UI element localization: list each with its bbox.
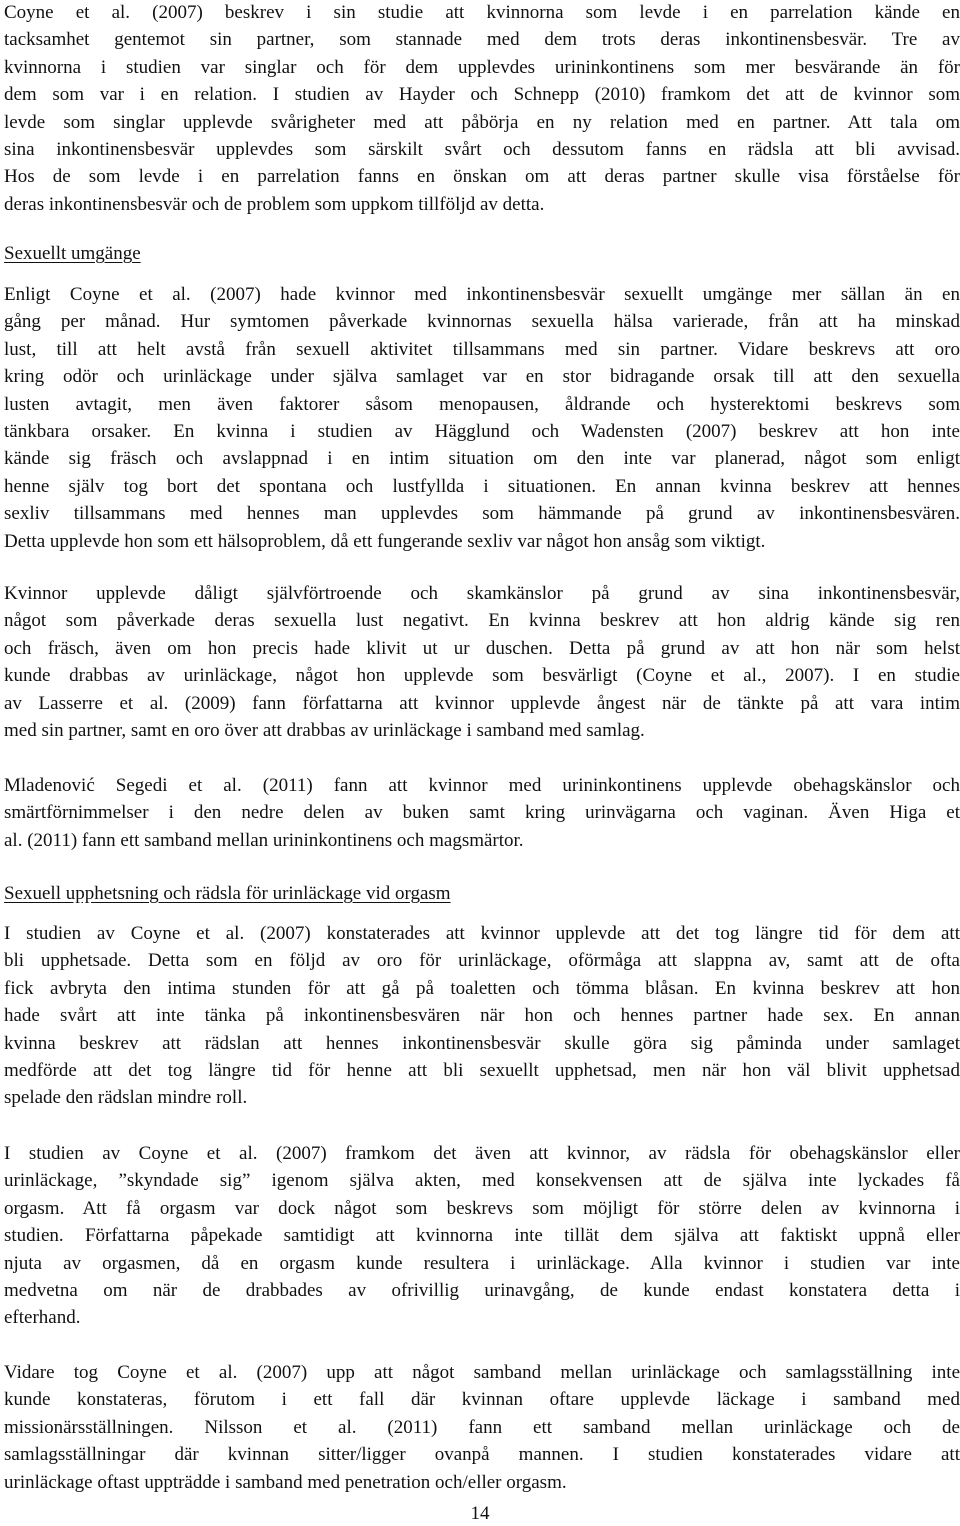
text-line: lusten avtagit, men även faktorer såsom menopausen, åldrande och hysterektomi beskrevs som (4, 393, 960, 415)
text-line: fick avbryta den intima stunden för att gå på toaletten och tömma blåsan. En kvinna beskrev att hon (4, 977, 960, 999)
paragraph-sexual-frequency (4, 281, 960, 555)
text-line: kände sig fräsch och avslappnad i en intim situation om den inte var planerad, något som enligt (4, 448, 960, 470)
text-line: medförde att det tog längre tid för henne att bli sexuellt upphetsad, men när hon väl blivit upphetsad (4, 1060, 960, 1082)
paragraph-orgasm (4, 1140, 960, 1332)
text-line: sina inkontinensbesvär upplevdes som särskilt svårt och dessutom fanns en rädsla att bli avvisad. (4, 139, 960, 161)
text-line: sexliv tillsammans med hennes man upplevdes som hämmande på grund av inkontinensbesvären. (4, 503, 960, 525)
text-line: henne själv tog bort det spontana och lustfyllda i situationen. En annan kvinna beskrev att hennes (4, 475, 960, 497)
text-line: levde som singlar upplevde svårigheter med att påbörja en ny relation med en partner. Att tala om (4, 111, 960, 133)
text-line: Enligt Coyne et al. (2007) hade kvinnor med inkontinensbesvär sexuellt umgänge mer sällan än en (4, 284, 960, 305)
heading-sexuellt-umgange: Sexuellt umgänge (4, 243, 141, 264)
paragraph-pain (4, 772, 960, 854)
text-line: Coyne et al. (2007) beskrev i sin studie att kvinnorna som levde i en parrelation kände en (4, 2, 960, 23)
text-line: smärtförnimmelser i den nedre delen av buken samt kring urinvägarna och vaginan. Även Higa et (4, 802, 960, 824)
text-line: kring odör och urinläckage under själva samlaget var en stor bidragande orsak till att den sexuella (4, 366, 960, 388)
paragraph-arousal (4, 920, 960, 1112)
text-line: kvinnorna i studien var singlar och för dem upplevdes urininkontinens som mer besvärande än för (4, 56, 960, 78)
document-page (4, 0, 960, 1526)
text-line: Detta upplevde hon som ett hälsoproblem, då ett fungerande sexliv var något hon ansåg som viktigt. (4, 530, 766, 552)
text-line: I studien av Coyne et al. (2007) framkom det även att kvinnor, av rädsla för obehagskänslor eller (4, 1143, 960, 1164)
text-line: dem som var i en relation. I studien av Hayder och Schnepp (2010) framkom det att de kvinnor som (4, 84, 960, 106)
text-line: kunde drabbas av urinläckage, något hon upplevde som besvärligt (Coyne et al., 2007). I en studie (4, 665, 960, 687)
text-line: Mladenović Segedi et al. (2011) fann att kvinnor med urininkontinens upplevde obehagskänslor och (4, 775, 960, 796)
text-line: tänkbara orsaker. En kvinna i studien av Hägglund och Wadensten (2007) beskrev att hon inte (4, 421, 960, 443)
text-line: Hos de som levde i en parrelation fanns en önskan om att deras partner skulle visa förståelse för (4, 166, 960, 188)
text-line: bli upphetsade. Detta som en följd av oro för urinläckage, oförmåga att slappna av, samt att de ofta (4, 950, 960, 972)
paragraph-positions (4, 1359, 960, 1496)
paragraph-self-esteem (4, 580, 960, 744)
text-line: deras inkontinensbesvär och de problem som uppkom tillföljd av detta. (4, 193, 545, 215)
text-line: tacksamhet gentemot sin partner, som stannade med dem trots deras inkontinensbesvär. Tre av (4, 29, 960, 51)
text-line: Kvinnor upplevde dåligt självförtroende och skamkänslor på grund av sina inkontinensbesvär, (4, 583, 960, 604)
text-line: av Lasserre et al. (2009) fann författarna att kvinnor upplevde ångest när de tänkte på att vara intim (4, 692, 960, 714)
text-line: studien. Författarna påpekade samtidigt att kvinnorna inte tillät dem själva att faktiskt uppnå eller (4, 1225, 960, 1247)
text-line: missionärsställningen. Nilsson et al. (2011) fann ett samband mellan urinläckage och de (4, 1416, 960, 1438)
text-line: gång per månad. Hur symtomen påverkade kvinnornas sexuella hälsa varierade, från att ha minskad (4, 311, 960, 333)
text-line: och fräsch, även om hon precis hade klivit ut ur duschen. Detta på grund av att hon när som helst (4, 637, 960, 659)
text-line: spelade den rädslan mindre roll. (4, 1087, 248, 1109)
text-line: urinläckage oftast uppträdde i samband med penetration och/eller orgasm. (4, 1471, 567, 1493)
text-line: njuta av orgasmen, då en orgasm kunde resultera i urinläckage. Alla kvinnor i studien var inte (4, 1252, 960, 1274)
text-line: I studien av Coyne et al. (2007) konstaterades att kvinnor upplevde att det tog längre tid för dem att (4, 923, 960, 944)
text-line: al. (2011) fann ett samband mellan urininkontinens och magsmärtor. (4, 829, 524, 851)
text-line: orgasm. Att få orgasm var dock något som beskrevs som möjligt för större delen av kvinnorna i (4, 1197, 960, 1219)
text-line: medvetna om när de drabbades av ofrivillig urinavgång, de kunde endast konstatera detta i (4, 1280, 960, 1302)
text-line: hade svårt att inte tänka på inkontinensbesvären när hon och hennes partner hade sex. En annan (4, 1005, 960, 1027)
text-line: lust, till att helt avstå från sexuell aktivitet tillsammans med sin partner. Vidare beskrevs att oro (4, 338, 960, 360)
text-line: urinläckage, ”skyndade sig” igenom själva akten, med konsekvensen att de själva inte lyckades få (4, 1170, 960, 1192)
paragraph-partner-relations (4, 0, 960, 218)
text-line: samlagsställningar där kvinnan sitter/ligger ovanpå mannen. I studien konstaterades vidare att (4, 1444, 960, 1466)
heading-arousal-and-fear: Sexuell upphetsning och rädsla för urinläckage vid orgasm (4, 883, 451, 904)
text-line: kunde konstateras, förutom i ett fall där kvinnan oftare upplevde läckage i samband med (4, 1389, 960, 1411)
text-line: efterhand. (4, 1307, 81, 1329)
text-line: kvinna beskrev att rädslan att hennes inkontinensbesvär skulle göra sig påminda under samlaget (4, 1032, 960, 1054)
text-line: med sin partner, samt en oro över att drabbas av urinläckage i samband med samlag. (4, 720, 645, 742)
page-number: 14 (470, 1503, 490, 1524)
text-line: något som påverkade deras sexuella lust negativt. En kvinna beskrev att hon aldrig kände sig ren (4, 610, 960, 632)
text-line: Vidare tog Coyne et al. (2007) upp att något samband mellan urinläckage och samlagsställning inte (4, 1362, 960, 1383)
